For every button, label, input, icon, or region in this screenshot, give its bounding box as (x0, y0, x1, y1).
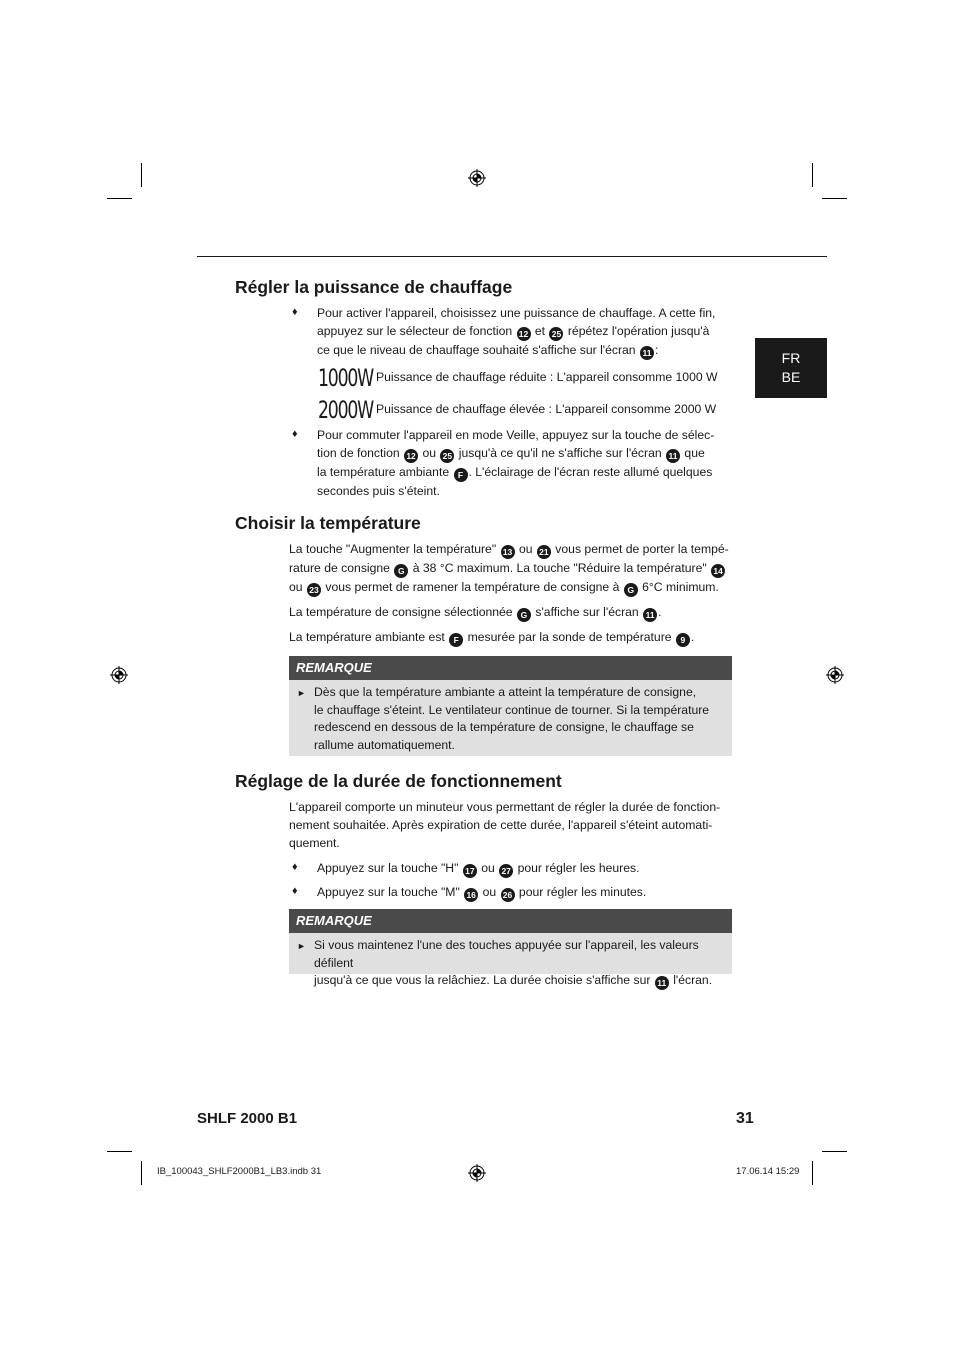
language-tab (755, 338, 827, 398)
text-line: Si vous maintenez l'une des touches appuyée sur l'appareil, les valeurs défilent (314, 938, 699, 970)
item-number-25: 25 (440, 449, 454, 463)
item-number-11: 11 (655, 976, 669, 990)
display-2000w: 2000W (318, 396, 374, 424)
header-rule (197, 256, 827, 257)
text-line: jusqu'à ce que vous la relâchiez. La durée choisie s'affiche sur 11 l'écran. (314, 973, 713, 988)
display-1000w-description: Puissance de chauffage réduite : L'appareil consomme 1000 W (376, 370, 718, 384)
registration-mark-icon (110, 666, 128, 684)
text-line: L'appareil comporte un minuteur vous permettant de régler la durée de fonction- (289, 800, 721, 814)
item-number-11: 11 (666, 449, 680, 463)
bullet-activate-text (317, 304, 715, 360)
note-heading: REMARQUE (289, 909, 732, 933)
language-code-fr: FR (781, 350, 801, 366)
footer-model-name: SHLF 2000 B1 (197, 1110, 298, 1127)
crop-mark (822, 1151, 847, 1152)
item-number-11: 11 (643, 608, 657, 622)
registration-mark-icon (468, 1164, 486, 1182)
text-line: nement souhaitée. Après expiration de cette durée, l'appareil s'éteint automati- (289, 818, 713, 832)
display-2000w-description: Puissance de chauffage élevée : L'appareil consomme 2000 W (376, 402, 717, 416)
item-number-17: 17 (463, 864, 477, 878)
crop-mark (822, 198, 847, 199)
section-heading-heating-power: Régler la puissance de chauffage (235, 277, 513, 297)
triangle-arrow-icon: ► (297, 941, 306, 951)
crop-mark (107, 1151, 132, 1152)
section-heading-duration: Réglage de la durée de fonctionnement (235, 771, 562, 791)
setpoint-display-text: La température de consigne sélectionnée G s'affiche sur l'écran 11 . (289, 605, 662, 620)
text-line: rature de consigne G à 38 °C maximum. La touche "Réduire la température" 14 (289, 559, 729, 578)
diamond-bullet-icon: ♦ (292, 885, 298, 897)
text-line: la température ambiante F . L'éclairage de l'écran reste allumé quelques (317, 465, 713, 480)
ambient-temperature-text: La température ambiante est F mesurée par la sonde de température 9 . (289, 630, 695, 645)
note-body (289, 680, 732, 758)
display-1000w: 1000W (318, 364, 374, 392)
item-number-14: 14 (711, 564, 725, 578)
note-box (289, 909, 732, 988)
item-number-23: 23 (307, 583, 321, 597)
text-line: rallume automatiquement. (314, 737, 455, 752)
crop-mark (812, 163, 813, 187)
item-letter-g: G (394, 564, 408, 578)
page-number: 31 (736, 1110, 754, 1127)
text-line: le chauffage s'éteint. Le ventilateur continue de tourner. Si la température (314, 702, 710, 717)
crop-mark (107, 198, 132, 199)
item-number-9: 9 (676, 633, 690, 647)
text-line: redescend en dessous de la température de consigne, le chauffage se (314, 720, 694, 734)
triangle-arrow-icon: ► (297, 688, 306, 698)
item-number-11: 11 (640, 346, 654, 360)
item-number-25: 25 (549, 327, 563, 341)
print-slug-date: 17.06.14 15:29 (736, 1166, 800, 1177)
item-letter-g: G (517, 608, 531, 622)
note-heading: REMARQUE (289, 656, 732, 680)
bullet-hours-text: Appuyez sur la touche "H" 17 ou 27 pour régler les heures. (317, 861, 640, 876)
text-line: appuyez sur le sélecteur de fonction 12 et 25 répétez l'opération jusqu'à (317, 324, 710, 339)
registration-mark-icon (826, 666, 844, 684)
item-number-13: 13 (501, 545, 515, 559)
text-line: Pour commuter l'appareil en mode Veille, appuyez sur la touche de sélec- (317, 428, 715, 442)
text-line: ce que le niveau de chauffage souhaité s'affiche sur l'écran 11 : (317, 343, 659, 358)
note-box (289, 656, 732, 756)
text-line: secondes puis s'éteint. (317, 484, 440, 498)
item-number-27: 27 (499, 864, 513, 878)
section-heading-temperature: Choisir la température (235, 513, 421, 533)
crop-mark (141, 163, 142, 187)
print-slug-file: IB_100043_SHLF2000B1_LB3.indb 31 (157, 1166, 322, 1177)
item-letter-g: G (624, 583, 638, 597)
item-number-12: 12 (517, 327, 531, 341)
diamond-bullet-icon: ♦ (292, 428, 298, 440)
text-line: Dès que la température ambiante a atteint la température de consigne, (314, 685, 697, 699)
item-letter-f: F (454, 468, 468, 482)
diamond-bullet-icon: ♦ (292, 306, 298, 318)
text-line: Pour activer l'appareil, choisissez une puissance de chauffage. A cette fin, (317, 306, 716, 320)
text-line: La touche "Augmenter la température" 13 ou 21 vous permet de porter la tempé- (289, 542, 729, 557)
item-number-21: 21 (537, 545, 551, 559)
bullet-minutes-text: Appuyez sur la touche "M" 16 ou 26 pour régler les minutes. (317, 885, 647, 900)
bullet-standby-text (317, 426, 714, 500)
crop-mark (141, 1161, 142, 1185)
diamond-bullet-icon: ♦ (292, 861, 298, 873)
item-number-12: 12 (404, 449, 418, 463)
item-number-16: 16 (464, 888, 478, 902)
text-line: ou 23 vous permet de ramener la température de consigne à G 6°C minimum. (289, 580, 719, 595)
crop-mark (812, 1161, 813, 1185)
item-letter-f: F (449, 633, 463, 647)
temperature-paragraph (289, 540, 729, 597)
item-number-26: 26 (501, 888, 515, 902)
text-line: tion de fonction 12 ou 25 jusqu'à ce qu'il ne s'affiche sur l'écran 11 que (317, 446, 705, 461)
timer-paragraph (289, 798, 720, 852)
registration-mark-icon (468, 169, 486, 187)
text-line: quement. (289, 836, 340, 850)
language-code-be: BE (781, 369, 801, 385)
note-body (289, 933, 732, 994)
